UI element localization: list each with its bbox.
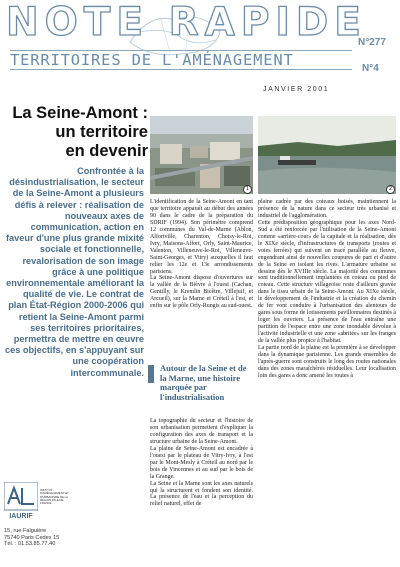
- address-block: [4, 528, 84, 548]
- lead-paragraph: Confrontée à la désindustrialisation, le secteur de la Seine-Amont a plusieurs défis à relever : réalisation de nouveaux axes de communication, action en faveur d'une plus grande mixité sociale et fonctionnelle, revalorisation de son image grâce à une politique environnementale améliorant la qualité de vie. Le contrat de plan État-Région 2000-2006 qui retient la Seine-Amont parmi ses territoires prioritaires, permettra de mettre en œuvre ces objectifs, en s'appuyant sur une coopération intercommunale.: [4, 166, 144, 378]
- masthead: [0, 0, 400, 92]
- article-title: [8, 104, 148, 161]
- section-heading: [150, 364, 253, 402]
- body-paragraph: La Seine-Amont dispose d'ouvertures sur la vallée de la Bièvre à l'ouest (Cachan, Gentilly, le Kremlin Bicêtre, Villejuif, et Arcueil), sur la Marne et Créteil à l'est, et enfin sur le pôle Orly-Rungis au sud-ouest.: [150, 275, 253, 310]
- svg-text:IAURIF: IAURIF: [9, 513, 33, 520]
- body-paragraph: Cette prédisposition géographique pour les axes Nord-Sud a été renforcée par l'utilisation de la Seine-Amont comme «arrière-cour» de la capitale et la réalisation, dès le XIXe siècle, d'infrastructures de transports (routes et voies ferrées) qui suivent un tracé parallèle au fleuve, engendrant ainsi de nouvelles coupures de part et d'autre de la Seine en isolant les rives. L'armature urbaine se dessine dès le XVIIIe siècle. La majorité des communes sont traditionnellement implantées en coteau ou pied de coteau. Cette structure villageoise reste d'ailleurs gravée dans le tissu urbain de la Seine-Amont. Au XIXe siècle, le développement de l'industrie et la création du chemin de fer vont conduire à l'urbanisation des alentours de gares sous forme de lotissements pavillonnaires destinés à loger les ouvriers. La présence de l'eau entraîne une partition de l'espace entre une zone inondable dévolue à l'activité industrielle et une zone «abritée» sur les franges de la vallée plus propice à l'habitat.: [258, 219, 397, 345]
- issue-number: N°277: [358, 37, 386, 48]
- body-paragraph: La partie nord de la plaine est la première à se développer dans la dynamique parisienne. Les grands ensembles de l'après-guerre sont construits le long des routes nationales dans des zones maraîchères résiduelles. Leur localisation loin des gares a donc amené les routes à: [258, 345, 396, 379]
- river-photo: [258, 116, 396, 194]
- iaurif-logo: [4, 482, 38, 524]
- body-paragraph: L'identification de la Seine-Amont en tant que territoire apparaît au début des années 90 dans le cadre de la préparation du SDRIF (1994). Son périmètre comprend 12 communes du Val-de-Marne (Ablon, Alfortville, Charenton, Choisy-le-Roi, Ivry, Maisons-Alfort, Orly, Saint-Maurice, Valenton, Villeneuve-le-Roi, Villeneuve-Saint-Georges, et Vitry) auxquelles il faut relier les 12e et 13e arrondissements parisiens.: [150, 199, 253, 275]
- article-title-line: La Seine-Amont :: [12, 104, 148, 122]
- photo-number-badge: 1: [243, 185, 252, 194]
- aerial-photo: [150, 116, 253, 194]
- body-column: [150, 199, 253, 310]
- body-column: [150, 418, 253, 508]
- publication-subtitle: TERRITOIRES DE L'AMÉNAGEMENT: [10, 50, 352, 70]
- section-heading-text: Autour de la Seine et de la Marne, une histoire marquée par l'industrialisation: [160, 363, 247, 402]
- body-column: [258, 199, 396, 380]
- organization-name: INSTITUT D'AMÉNAGEMENT ET D'URBANISME DE LA RÉGION D'ÎLE-DE-FRANCE: [40, 488, 69, 506]
- article-title-line: un territoire: [55, 123, 148, 141]
- body-paragraph: La plaine de Seine-Amont est encadrée à l'ouest par le plateau de Vitry-Ivry, à l'est par le Mont-Mesly à Créteil au nord par le bois de Vincennes et au sud par le bois de la Grange.: [150, 445, 253, 480]
- address-line: 15, rue Falguière: [4, 528, 47, 534]
- body-paragraph: La topographie du secteur et l'histoire de son urbanisation permettent d'expliquer la configuration des axes de transport et la structure urbaine de la Seine-Amont.: [150, 418, 253, 445]
- heading-accent-bar: [148, 365, 154, 383]
- series-number: N°4: [362, 63, 379, 74]
- issue-date: JANVIER 2001: [263, 86, 330, 93]
- body-paragraph: La Seine et la Marne sont les axes naturels qui la structurent et fondent son identité. La présence de l'eau et la perception du relief naturel, effet de: [150, 480, 253, 508]
- article-title-line: en devenir: [65, 142, 148, 160]
- publication-title: NOTE RAPIDE: [6, 0, 367, 45]
- body-paragraph: plaine cadrée par des coteaux boisés, maintiennent la présence de la nature dans ce secteur très urbanisé et industriel de l'agglomération.: [258, 199, 396, 219]
- address-line: 75740 Paris Cedex 15: [4, 534, 60, 541]
- photo-number-badge: 2: [386, 185, 395, 194]
- address-line: Tél. : 01.53.85.77.40: [4, 541, 56, 548]
